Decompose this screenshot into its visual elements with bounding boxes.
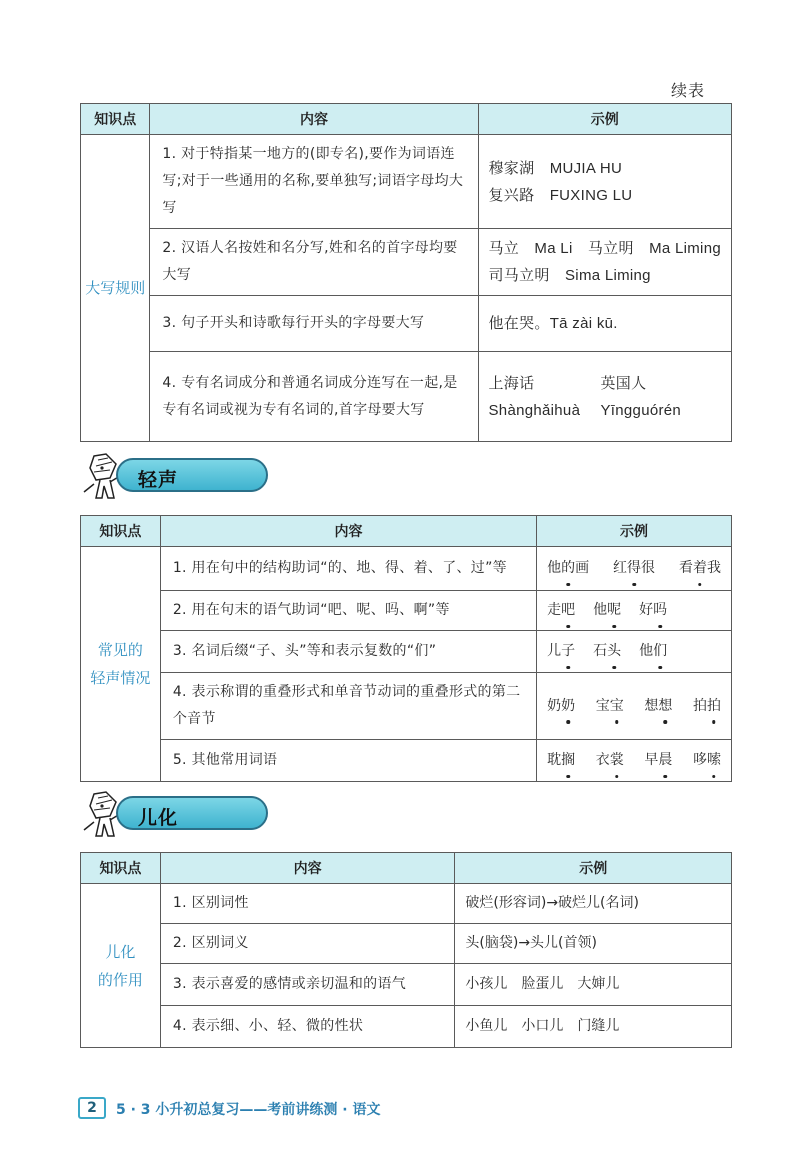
example-word xyxy=(693,747,721,774)
section-heading-erhua xyxy=(76,788,236,844)
neutral-tone-char: 嗦 xyxy=(707,747,721,774)
word-char: 走 xyxy=(547,602,562,618)
content-cell: 3. 句子开头和诗歌每行开头的字母要大写 xyxy=(150,296,478,352)
header-knowledge: 知识点 xyxy=(81,516,161,547)
example-word: 英国人 xyxy=(600,374,647,392)
example-cell xyxy=(537,591,732,631)
example-word xyxy=(644,747,672,774)
neutral-tone-table xyxy=(80,515,732,782)
example-word xyxy=(639,638,667,665)
content-cell: 1. 对于特指某一地方的(即专名),要作为词语连写;对于一些通用的名称,要单独写;词语字母均大写 xyxy=(150,135,478,229)
topic-line: 轻声情况 xyxy=(90,669,151,687)
example-cell xyxy=(537,673,732,740)
example-word xyxy=(593,597,621,624)
neutral-tone-char: 吧 xyxy=(561,597,575,624)
example-words xyxy=(547,693,721,720)
word-char: 拍 xyxy=(692,697,707,714)
content-cell: 1. 区别词性 xyxy=(160,884,455,924)
example-line: 马立 Ma Li 马立明 Ma Liming xyxy=(488,240,721,257)
example-words xyxy=(547,597,721,624)
page-number: 2 xyxy=(78,1097,106,1119)
example-cell xyxy=(537,547,732,591)
header-knowledge: 知识点 xyxy=(81,853,161,884)
neutral-tone-char: 吗 xyxy=(653,597,667,624)
example-cell: 小孩儿 脸蛋儿 大婶儿 xyxy=(455,964,732,1006)
example-cell xyxy=(537,631,732,673)
word-char: 红 xyxy=(613,560,628,576)
content-cell: 2. 区别词义 xyxy=(160,924,455,964)
example-line xyxy=(489,370,722,397)
topic-line: 常见的 xyxy=(97,641,143,659)
content-cell: 3. 表示喜爱的感情或亲切温和的语气 xyxy=(160,964,455,1006)
topic-line: 的作用 xyxy=(97,970,143,989)
content-cell: 4. 专有名词成分和普通名词成分连写在一起,是专有名词或视为专有名词的,首字母要大写 xyxy=(150,352,478,442)
example-words xyxy=(547,638,721,665)
content-cell: 3. 名词后缀“子、头”等和表示复数的“们” xyxy=(160,631,536,673)
example-cell xyxy=(478,352,732,442)
word-char: 好 xyxy=(639,602,654,618)
content-cell: 5. 其他常用词语 xyxy=(160,740,536,782)
example-word xyxy=(547,638,575,665)
topic-line: 儿化 xyxy=(105,942,136,961)
word-char: 他 xyxy=(593,602,608,618)
section-title: 儿化 xyxy=(138,807,179,829)
content-cell: 4. 表示细、小、轻、微的性状 xyxy=(160,1006,455,1048)
example-cell xyxy=(537,740,732,782)
example-word xyxy=(613,555,655,582)
example-cell xyxy=(478,229,732,296)
neutral-tone-char: 宝 xyxy=(610,693,624,720)
neutral-tone-char: 晨 xyxy=(658,747,672,774)
neutral-tone-char: 呢 xyxy=(607,597,621,624)
word-char: 儿 xyxy=(547,643,562,659)
content-cell: 1. 用在句中的结构助词“的、地、得、着、了、过”等 xyxy=(160,547,536,591)
example-word xyxy=(693,693,721,720)
header-content: 内容 xyxy=(160,516,536,547)
header-example: 示例 xyxy=(455,853,732,884)
word-char: 很 xyxy=(641,560,656,576)
neutral-tone-char: 子 xyxy=(561,638,575,665)
content-cell: 2. 用在句末的语气助词“吧、呢、吗、啊”等 xyxy=(160,591,536,631)
topic-capitalization: 大写规则 xyxy=(81,135,150,442)
word-char: 耽 xyxy=(547,752,562,768)
word-char: 我 xyxy=(706,560,721,576)
section-title-pill xyxy=(116,796,268,830)
example-line: 复兴路 FUXING LU xyxy=(488,186,633,204)
erhua-table xyxy=(80,852,732,1048)
example-word xyxy=(547,597,575,624)
example-word: 上海话 xyxy=(488,374,535,392)
example-cell: 小鱼儿 小口儿 门缝儿 xyxy=(455,1006,732,1048)
example-word xyxy=(596,747,624,774)
example-word xyxy=(596,693,624,720)
example-line: 司马立明 Sima Liming xyxy=(488,267,651,284)
example-words xyxy=(547,747,721,774)
example-word xyxy=(547,693,575,720)
neutral-tone-char: 们 xyxy=(653,638,667,665)
page-footer xyxy=(78,1095,478,1125)
neutral-tone-char: 搁 xyxy=(561,747,575,774)
example-word xyxy=(547,555,589,582)
neutral-tone-char: 得 xyxy=(627,555,641,582)
word-char: 宝 xyxy=(595,697,610,714)
example-word xyxy=(639,597,667,624)
example-word xyxy=(593,638,621,665)
header-example: 示例 xyxy=(478,104,732,135)
content-cell: 2. 汉语人名按姓和名分写,姓和名的首字母均要大写 xyxy=(150,229,478,296)
neutral-tone-char: 想 xyxy=(658,693,672,720)
example-words xyxy=(547,555,721,582)
example-pinyin: Shànghǎihuà xyxy=(488,401,581,419)
word-char: 哆 xyxy=(692,752,707,768)
word-char: 奶 xyxy=(547,697,562,714)
header-content: 内容 xyxy=(150,104,478,135)
topic-neutral-tone xyxy=(81,547,161,782)
neutral-tone-char: 着 xyxy=(693,555,707,582)
example-line: 穆家湖 MUJIA HU xyxy=(488,159,623,177)
header-example: 示例 xyxy=(537,516,732,547)
capitalization-table xyxy=(80,103,732,442)
word-char: 石 xyxy=(593,643,608,659)
topic-erhua xyxy=(81,884,161,1048)
word-char: 他 xyxy=(547,560,562,576)
book-title: 5 · 3 小升初总复习——考前讲练测 · 语文 xyxy=(116,1102,381,1118)
continued-label: 续表 xyxy=(671,81,706,100)
neutral-tone-char: 拍 xyxy=(707,693,721,720)
example-word xyxy=(547,747,575,774)
neutral-tone-char: 的 xyxy=(561,555,575,582)
section-title: 轻声 xyxy=(138,469,179,491)
example-line: 他在哭。Tā zài kū. xyxy=(488,315,618,332)
word-char: 早 xyxy=(644,752,659,768)
example-cell: 头(脑袋)→头儿(首领) xyxy=(455,924,732,964)
section-heading-neutral-tone xyxy=(76,450,236,506)
word-char: 衣 xyxy=(595,752,610,768)
neutral-tone-char: 裳 xyxy=(610,747,624,774)
word-char: 他 xyxy=(639,643,654,659)
example-cell: 破烂(形容词)→破烂儿(名词) xyxy=(455,884,732,924)
neutral-tone-char: 头 xyxy=(607,638,621,665)
neutral-tone-char: 奶 xyxy=(561,693,575,720)
word-char: 画 xyxy=(575,560,590,576)
content-cell: 4. 表示称谓的重叠形式和单音节动词的重叠形式的第二个音节 xyxy=(160,673,536,740)
example-word xyxy=(644,693,672,720)
example-pinyin: Yīngguórén xyxy=(600,401,682,419)
header-content: 内容 xyxy=(160,853,455,884)
header-knowledge: 知识点 xyxy=(81,104,150,135)
example-line xyxy=(489,397,722,424)
example-word xyxy=(679,555,721,582)
example-cell xyxy=(478,135,732,229)
word-char: 想 xyxy=(644,697,659,714)
word-char: 看 xyxy=(678,560,693,576)
example-cell xyxy=(478,296,732,352)
section-title-pill xyxy=(116,458,268,492)
